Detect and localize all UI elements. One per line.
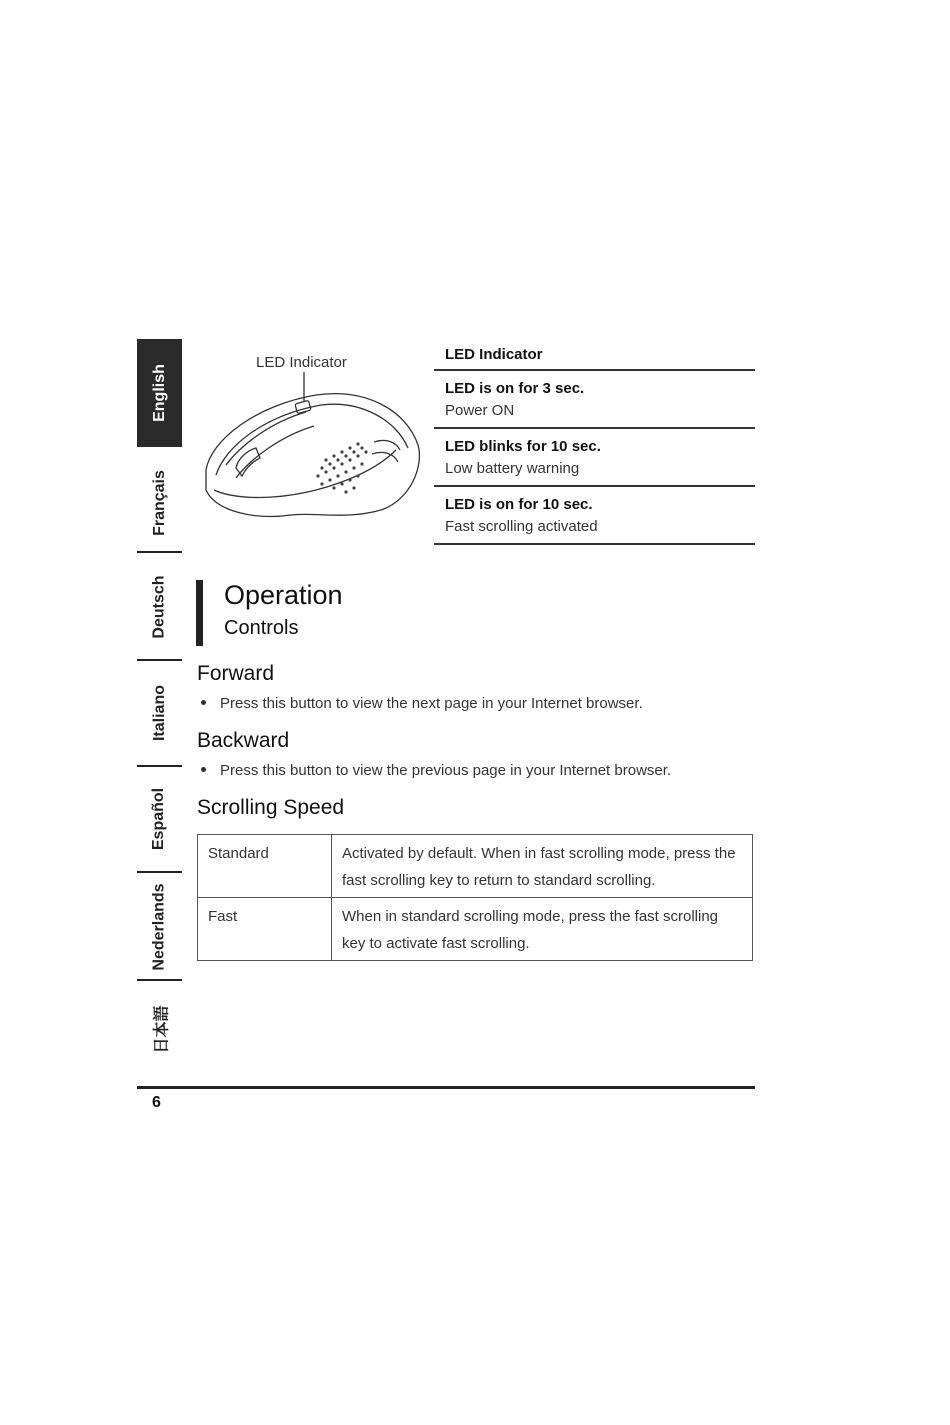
mouse-figure bbox=[196, 350, 426, 540]
speed-name: Standard bbox=[198, 835, 332, 898]
section-title: Operation bbox=[224, 580, 343, 610]
scrolling-speed-heading: Scrolling Speed bbox=[197, 796, 345, 819]
led-row-title: LED is on for 3 sec. bbox=[445, 380, 585, 397]
footer-divider bbox=[137, 1086, 755, 1089]
speed-desc: When in standard scrolling mode, press the fast scrolling key to activate fast scrolling. bbox=[332, 898, 753, 961]
lang-tab-english[interactable] bbox=[137, 339, 182, 447]
lang-tab-italiano[interactable] bbox=[137, 661, 182, 765]
backward-heading: Backward bbox=[197, 729, 290, 752]
lang-tab-label: 日本語 bbox=[153, 1004, 171, 1054]
bullet-text: Press this button to view the next page in your Internet browser. bbox=[220, 695, 643, 712]
lang-divider bbox=[137, 551, 182, 553]
lang-tab-label: Deutsch bbox=[150, 575, 168, 639]
table-row bbox=[198, 835, 753, 898]
lang-tab-label: English bbox=[150, 364, 168, 422]
table-row bbox=[198, 898, 753, 961]
lang-tab-japanese[interactable] bbox=[137, 989, 182, 1069]
section-marker-bar bbox=[196, 580, 203, 646]
led-row-desc: Low battery warning bbox=[445, 460, 580, 477]
led-row-title: LED is on for 10 sec. bbox=[445, 496, 593, 513]
led-table-header: LED Indicator bbox=[434, 344, 755, 371]
mouse-illustration bbox=[196, 350, 426, 540]
speed-name: Fast bbox=[198, 898, 332, 961]
lang-tab-label: Italiano bbox=[150, 684, 168, 742]
lang-divider bbox=[137, 979, 182, 981]
lang-tab-label: Español bbox=[150, 787, 168, 851]
led-table-row bbox=[434, 371, 755, 429]
forward-bullet bbox=[197, 695, 643, 712]
led-row-desc: Power ON bbox=[445, 402, 515, 419]
led-indicator-label: LED Indicator bbox=[256, 354, 347, 371]
led-indicator-table bbox=[434, 344, 755, 545]
speed-desc: Activated by default. When in fast scrolling mode, press the fast scrolling key to return to standard scrolling. bbox=[332, 835, 753, 898]
lang-tab-francais[interactable] bbox=[137, 451, 182, 555]
led-row-desc: Fast scrolling activated bbox=[445, 518, 598, 535]
page-number: 6 bbox=[152, 1094, 161, 1111]
led-table-row bbox=[434, 487, 755, 545]
backward-bullet bbox=[197, 762, 671, 779]
led-row-title: LED blinks for 10 sec. bbox=[445, 438, 601, 455]
bullet-dot bbox=[201, 700, 206, 705]
lang-tab-deutsch[interactable] bbox=[137, 555, 182, 659]
section-subtitle: Controls bbox=[224, 617, 299, 639]
bullet-dot bbox=[201, 767, 206, 772]
lang-tab-label: Français bbox=[150, 470, 168, 536]
lang-tab-espanol[interactable] bbox=[137, 767, 182, 871]
led-table-row bbox=[434, 429, 755, 487]
bullet-text: Press this button to view the previous page in your Internet browser. bbox=[220, 762, 672, 779]
lang-tab-label: Nederlands bbox=[150, 883, 168, 971]
forward-heading: Forward bbox=[197, 662, 275, 685]
lang-tab-nederlands[interactable] bbox=[137, 873, 182, 981]
scrolling-speed-table bbox=[197, 834, 753, 961]
